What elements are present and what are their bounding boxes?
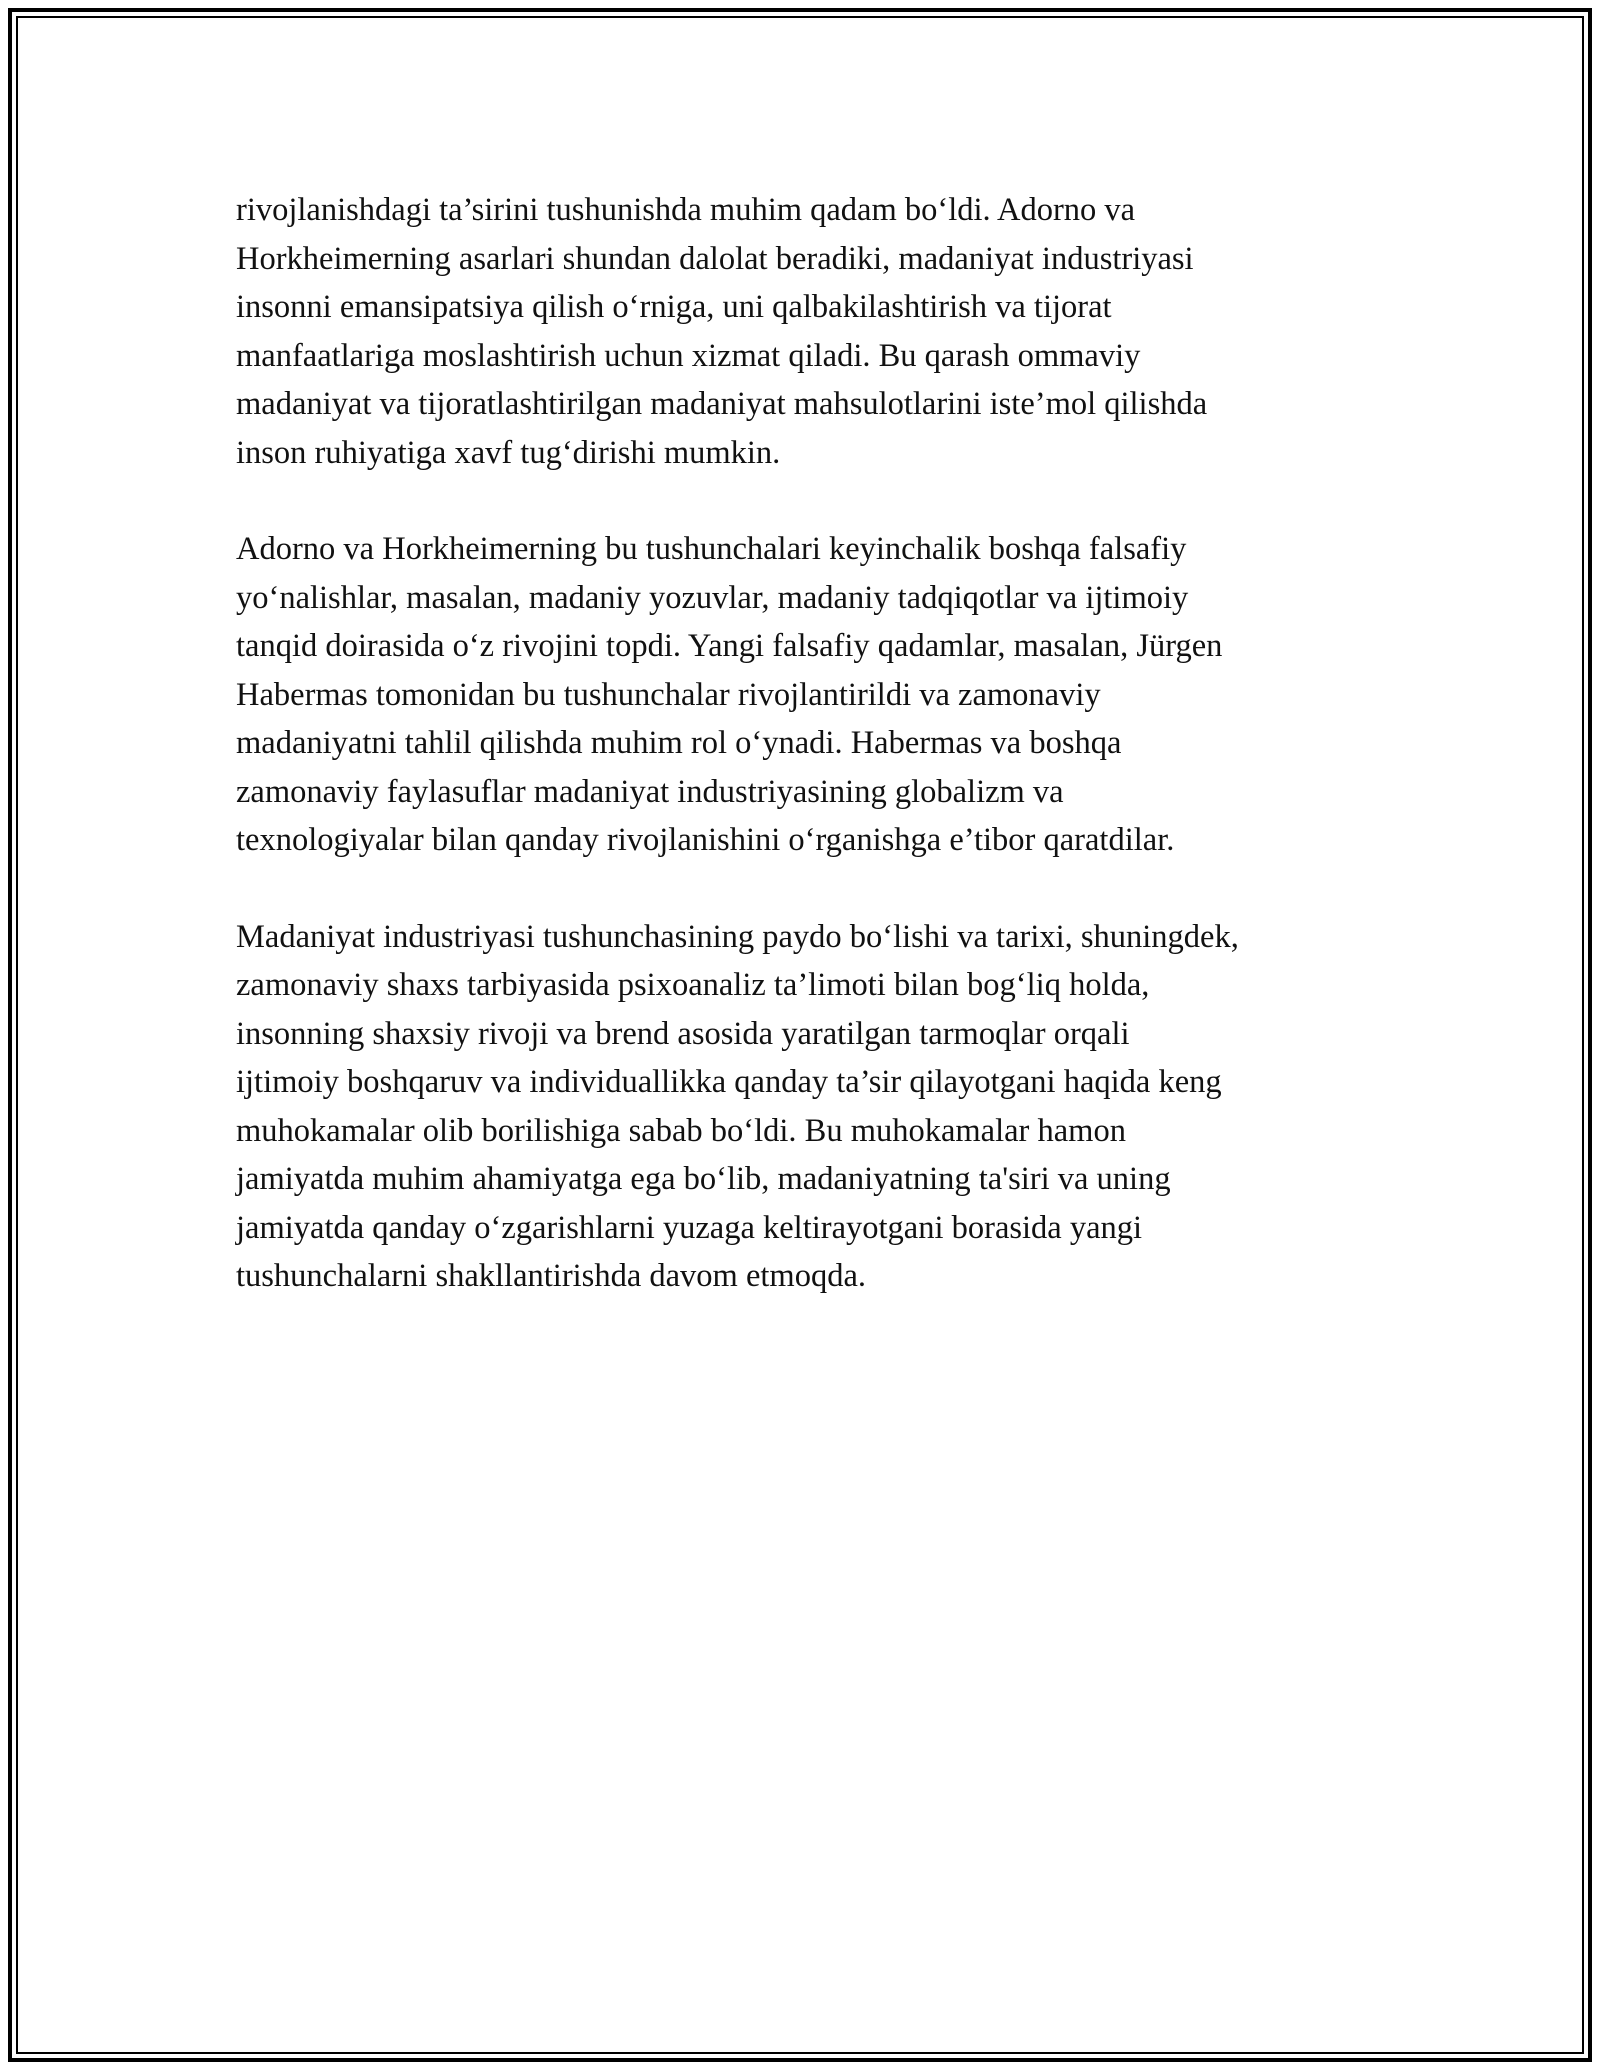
text-line: zamonaviy faylasuflar madaniyat industriyasining globalizm va [236,773,1064,810]
text-line: jamiyatda qanday o‘zgarishlarni yuzaga keltirayotgani borasida yangi [236,1209,1143,1246]
text-line: insonning shaxsiy rivoji va brend asosida yaratilgan tarmoqlar orqali [236,1015,1130,1052]
text-line: Madaniyat industriyasi tushunchasining paydo bo‘lishi va tarixi, shuningdek, [236,918,1239,955]
text-line: madaniyat va tijoratlashtirilgan madaniyat mahsulotlarini iste’mol qilishda [236,386,1208,422]
text-line: texnologiyalar bilan qanday rivojlanishini o‘rganishga e’tibor qaratdilar. [236,822,1175,858]
text-line: jamiyatda muhim ahamiyatga ega bo‘lib, madaniyatning ta'siri va uning [236,1161,1171,1197]
paragraph-2 [236,525,1396,865]
text-line: tanqid doirasida o‘z rivojini topdi. Yangi falsafiy qadamlar, masalan, Jürgen [236,628,1223,664]
text-line: tushunchalarni shakllantirishda davom etmoqda. [236,1258,866,1294]
text-line: muhokamalar olib borilishiga sabab bo‘ldi. Bu muhokamalar hamon [236,1112,1126,1149]
text-line: rivojlanishdagi ta’sirini tushunishda muhim qadam bo‘ldi. Adorno va [236,192,1136,228]
text-line: Horkheimerning asarlari shundan dalolat beradiki, madaniyat industriyasi [236,240,1194,277]
text-line: zamonaviy shaxs tarbiyasida psixoanaliz ta’limoti bilan bog‘liq holda, [236,967,1150,1003]
text-line: Adorno va Horkheimerning bu tushunchalari keyinchalik boshqa falsafiy [236,531,1187,567]
text-line: insonni emansipatsiya qilish o‘rniga, uni qalbakilashtirish va tijorat [236,289,1112,325]
text-line: yo‘nalishlar, masalan, madaniy yozuvlar, madaniy tadqiqotlar va ijtimoiy [236,579,1189,616]
text-line: inson ruhiyatiga xavf tug‘dirishi mumkin. [236,434,781,471]
paragraph-3 [236,913,1396,1301]
text-line: Habermas tomonidan bu tushunchalar rivojlantirildi va zamonaviy [236,676,1101,713]
paragraph-1 [236,186,1396,477]
text-line: madaniyatni tahlil qilishda muhim rol o‘ynadi. Habermas va boshqa [236,725,1122,761]
document-body [236,186,1396,1349]
text-line: ijtimoiy boshqaruv va individuallikka qanday ta’sir qilayotgani haqida keng [236,1064,1222,1100]
text-line: manfaatlariga moslashtirish uchun xizmat qiladi. Bu qarash ommaviy [236,337,1141,374]
